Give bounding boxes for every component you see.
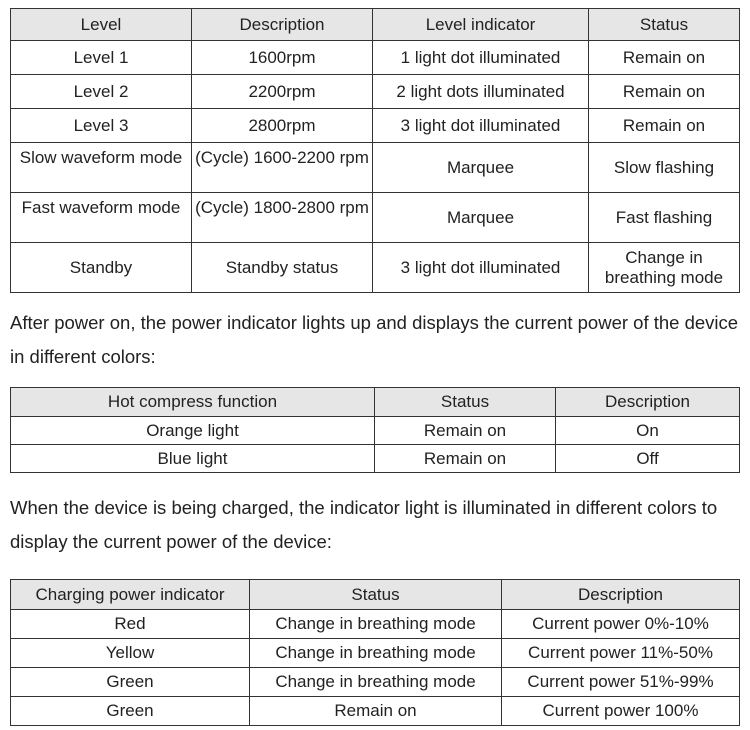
cell-status: Remain on xyxy=(589,41,740,75)
header-charging-power-indicator: Charging power indicator xyxy=(11,580,250,610)
table-row xyxy=(11,109,740,143)
cell-status: Change in breathing mode xyxy=(589,243,740,293)
header-status: Status xyxy=(375,388,556,417)
cell-description: Off xyxy=(556,445,740,473)
table-row xyxy=(11,143,740,193)
cell-status: Remain on xyxy=(589,109,740,143)
cell-status: Remain on xyxy=(375,445,556,473)
cell-indicator: 3 light dot illuminated xyxy=(373,109,589,143)
cell-function: Blue light xyxy=(11,445,375,473)
table-row xyxy=(11,417,740,445)
header-description: Description xyxy=(192,9,373,41)
cell-status: Slow flashing xyxy=(589,143,740,193)
cell-description: Current power 51%-99% xyxy=(502,668,740,697)
cell-level: Level 3 xyxy=(11,109,192,143)
cell-level: Standby xyxy=(11,243,192,293)
table-header-row xyxy=(11,388,740,417)
cell-description: 2200rpm xyxy=(192,75,373,109)
cell-color: Green xyxy=(11,697,250,726)
table-row xyxy=(11,75,740,109)
header-level: Level xyxy=(11,9,192,41)
header-status: Status xyxy=(589,9,740,41)
cell-indicator: 2 light dots illuminated xyxy=(373,75,589,109)
cell-indicator: 3 light dot illuminated xyxy=(373,243,589,293)
cell-description: Current power 11%-50% xyxy=(502,639,740,668)
cell-color: Green xyxy=(11,668,250,697)
header-description: Description xyxy=(556,388,740,417)
table-row xyxy=(11,41,740,75)
table-header-row xyxy=(11,580,740,610)
cell-status: Change in breathing mode xyxy=(250,610,502,639)
cell-status: Change in breathing mode xyxy=(250,668,502,697)
cell-description: On xyxy=(556,417,740,445)
charging-table xyxy=(10,579,740,726)
table-row xyxy=(11,193,740,243)
power-on-paragraph: After power on, the power indicator lights up and displays the current power of the device in different colors: xyxy=(10,312,739,367)
hot-compress-table xyxy=(10,387,740,473)
table-row xyxy=(11,243,740,293)
table-row xyxy=(11,639,740,668)
cell-description: Current power 100% xyxy=(502,697,740,726)
cell-description: Standby status xyxy=(192,243,373,293)
table-row xyxy=(11,697,740,726)
cell-level: Level 1 xyxy=(11,41,192,75)
cell-description: 1600rpm xyxy=(192,41,373,75)
cell-color: Red xyxy=(11,610,250,639)
cell-status: Remain on xyxy=(589,75,740,109)
table-row xyxy=(11,445,740,473)
table-row xyxy=(11,668,740,697)
table-header-row xyxy=(11,9,740,41)
cell-status: Remain on xyxy=(250,697,502,726)
cell-color: Yellow xyxy=(11,639,250,668)
charging-paragraph: When the device is being charged, the indicator light is illuminated in different colors to display the current power of the device: xyxy=(10,497,718,552)
header-hot-compress-function: Hot compress function xyxy=(11,388,375,417)
cell-description: (Cycle) 1600-2200 rpm xyxy=(192,143,373,193)
cell-level: Slow waveform mode xyxy=(11,143,192,193)
cell-status: Remain on xyxy=(375,417,556,445)
cell-status: Fast flashing xyxy=(589,193,740,243)
level-table xyxy=(10,8,740,293)
header-description: Description xyxy=(502,580,740,610)
cell-level: Level 2 xyxy=(11,75,192,109)
cell-level: Fast waveform mode xyxy=(11,193,192,243)
cell-description: 2800rpm xyxy=(192,109,373,143)
cell-indicator: 1 light dot illuminated xyxy=(373,41,589,75)
cell-indicator: Marquee xyxy=(373,193,589,243)
cell-description: Current power 0%-10% xyxy=(502,610,740,639)
cell-function: Orange light xyxy=(11,417,375,445)
table-row xyxy=(11,610,740,639)
cell-description: (Cycle) 1800-2800 rpm xyxy=(192,193,373,243)
cell-indicator: Marquee xyxy=(373,143,589,193)
header-status: Status xyxy=(250,580,502,610)
cell-status: Change in breathing mode xyxy=(250,639,502,668)
header-level-indicator: Level indicator xyxy=(373,9,589,41)
